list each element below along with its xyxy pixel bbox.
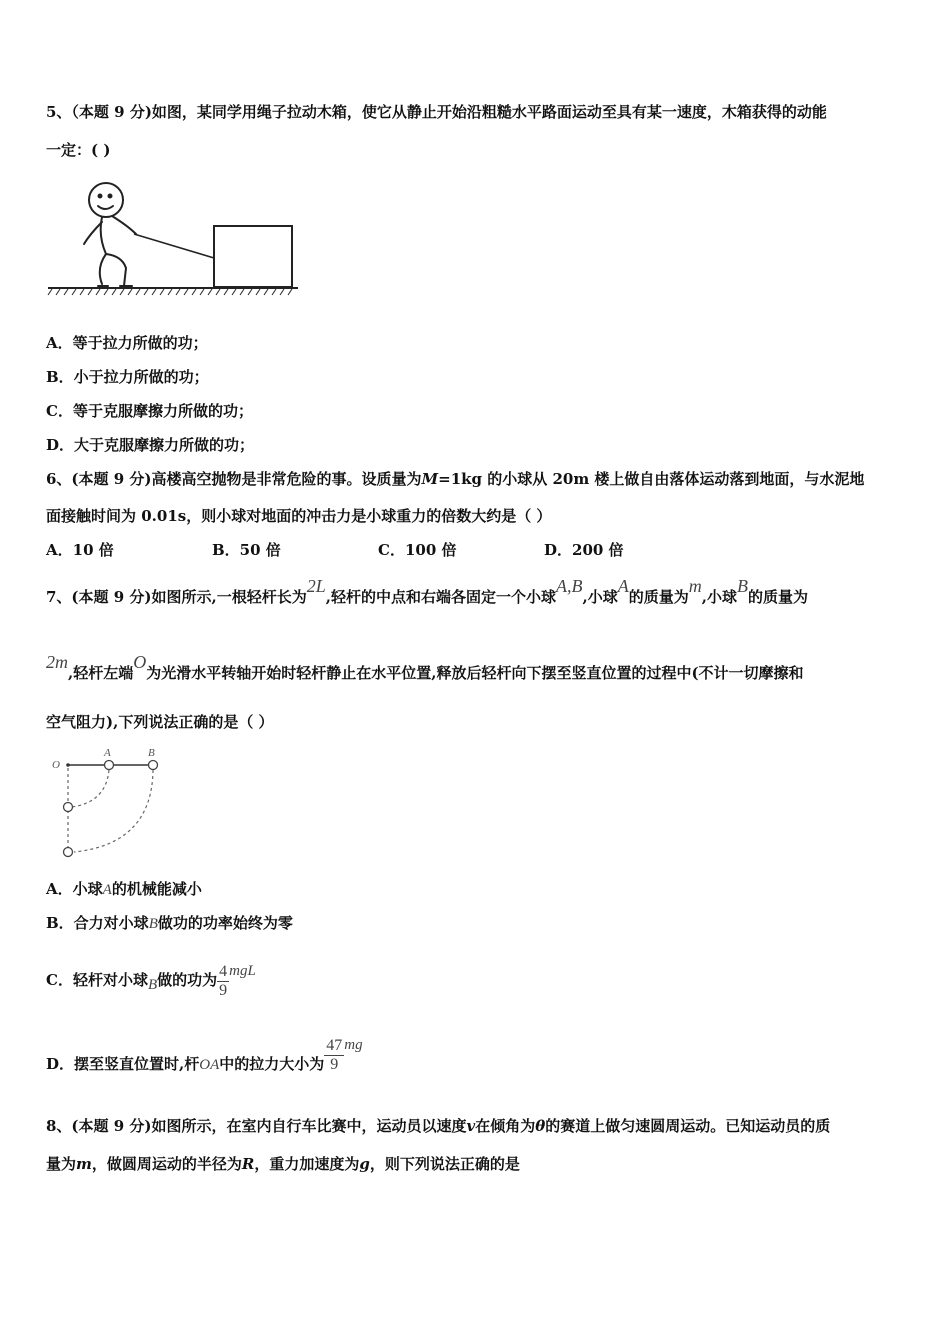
q6-option-b: B．50 倍 <box>212 541 281 559</box>
q8-var-theta: θ <box>535 1117 546 1135</box>
q7-text: 的质量为 <box>628 588 689 606</box>
q6-stem-text-a: 6、(本题 9 分)高楼高空抛物是非常危险的事。设质量为 <box>46 470 422 488</box>
q8-var-R: R <box>241 1155 255 1173</box>
q7-var-B: B <box>148 916 158 932</box>
q7-option-c <box>46 950 256 1011</box>
q8-text: 量为 <box>46 1155 77 1173</box>
ball-a <box>105 761 114 770</box>
q7-var-2L: 2L <box>306 576 326 596</box>
q5-figure-person-pulling-box <box>46 176 302 298</box>
q7-text: ,轻杆的中点和右端各固定一个小球 <box>325 588 556 606</box>
q5-stem-line1: 5、（本题 9 分)如图，某同学用绳子拉动木箱，使它从静止开始沿粗糙水平路面运动至具有某一速度，木箱获得的动能 <box>46 103 827 121</box>
q6-option-c: C．100 倍 <box>378 541 457 559</box>
q7-text: ,小球 <box>582 588 618 606</box>
q7-var-OA: OA <box>199 1057 220 1073</box>
arc-a <box>72 770 109 807</box>
q7-text: D．摆至竖直位置时,杆 <box>46 1055 200 1073</box>
q7-text: 为光滑水平转轴开始时轻杆静止在水平位置,释放后轻杆向下摆至竖直位置的过程中(不计一切摩擦和 <box>146 664 804 682</box>
q8-var-v: v <box>466 1117 476 1135</box>
q8-text: 的赛道上做匀速圆周运动。已知运动员的质 <box>545 1117 831 1135</box>
q5-option-d: D．大于克服摩擦力所做的功； <box>46 436 255 454</box>
q7-text: 做的功为 <box>157 971 218 989</box>
ball-b <box>149 761 158 770</box>
q8-stem-line2 <box>46 1154 520 1174</box>
q6-option-a: A．10 倍 <box>46 541 114 559</box>
q6-option-d: D．200 倍 <box>544 541 624 559</box>
frac-num: 4 <box>219 962 228 980</box>
q6-stem-line2: 面接触时间为 0.01s，则小球对地面的冲击力是小球重力的倍数大约是（ ） <box>46 507 552 525</box>
q7-text: C．轻杆对小球 <box>46 971 148 989</box>
q7-stem-line2 <box>46 652 804 683</box>
q7-text: 中的拉力大小为 <box>219 1055 325 1073</box>
q5-stem-line2: 一定：( ) <box>46 141 111 159</box>
q8-text: 8、(本题 9 分)如图所示，在室内自行车比赛中，运动员以速度 <box>46 1117 467 1135</box>
label-a: A <box>104 747 111 759</box>
q7-figure-rod-swing <box>48 744 168 860</box>
q7-expr-mgL: mgL <box>229 963 256 979</box>
q5-option-c: C．等于克服摩擦力所做的功； <box>46 402 253 420</box>
q7-var-AB: A,B <box>556 576 583 596</box>
q6-var-M: M <box>421 470 439 488</box>
q7-option-b <box>46 913 293 934</box>
q7-text: B．合力对小球 <box>46 914 149 932</box>
q7-option-d <box>46 1032 363 1097</box>
q7-text: 做功的功率始终为零 <box>157 914 293 932</box>
fraction-47-9 <box>324 1037 344 1074</box>
ball-a-final <box>64 803 73 812</box>
q7-text: 的机械能减小 <box>111 880 202 898</box>
q7-var-m: m <box>688 576 702 596</box>
q7-var-2m: 2m <box>46 652 68 672</box>
q7-var-O: O <box>133 652 147 672</box>
q8-text: 在倾角为 <box>475 1117 536 1135</box>
frac-den: 9 <box>330 1055 339 1073</box>
q5-option-b: B．小于拉力所做的功； <box>46 368 209 386</box>
q7-var-B: B <box>147 977 158 993</box>
q8-text: ，则下列说法正确的是 <box>369 1155 520 1173</box>
label-o: O <box>52 759 60 771</box>
q6-stem-text-b: =1kg 的小球从 20m 楼上做自由落体运动落到地面，与水泥地 <box>438 470 865 488</box>
q7-var-A: A <box>102 882 112 898</box>
q7-expr-mg: mg <box>344 1037 363 1053</box>
q8-text: ，重力加速度为 <box>254 1155 360 1173</box>
q7-text: 7、(本题 9 分)如图所示,一根轻杆长为 <box>46 588 307 606</box>
arc-b <box>74 770 153 852</box>
fraction-4-9 <box>217 963 229 1000</box>
q8-text: ，做圆周运动的半径为 <box>91 1155 242 1173</box>
frac-num: 47 <box>326 1036 343 1054</box>
q7-var-A: A <box>617 576 629 596</box>
q6-options <box>46 540 624 560</box>
frac-den: 9 <box>219 981 228 999</box>
q7-text: ,轻杆左端 <box>68 664 134 682</box>
q7-stem-line1 <box>46 576 808 607</box>
q8-var-g: g <box>359 1155 370 1173</box>
q7-var-B: B <box>736 576 748 596</box>
ball-b-final <box>64 848 73 857</box>
q5-option-a: A．等于拉力所做的功； <box>46 334 208 352</box>
q8-stem-line1 <box>46 1116 830 1136</box>
q8-var-m: m <box>76 1155 92 1173</box>
q7-stem-line3: 空气阻力),下列说法正确的是（ ） <box>46 713 274 731</box>
q6-stem-line1 <box>46 469 864 489</box>
q7-text: ,小球 <box>701 588 737 606</box>
label-b: B <box>148 747 155 759</box>
q7-text: A．小球 <box>46 880 103 898</box>
q7-option-a <box>46 879 202 900</box>
q7-text: 的质量为 <box>747 588 808 606</box>
